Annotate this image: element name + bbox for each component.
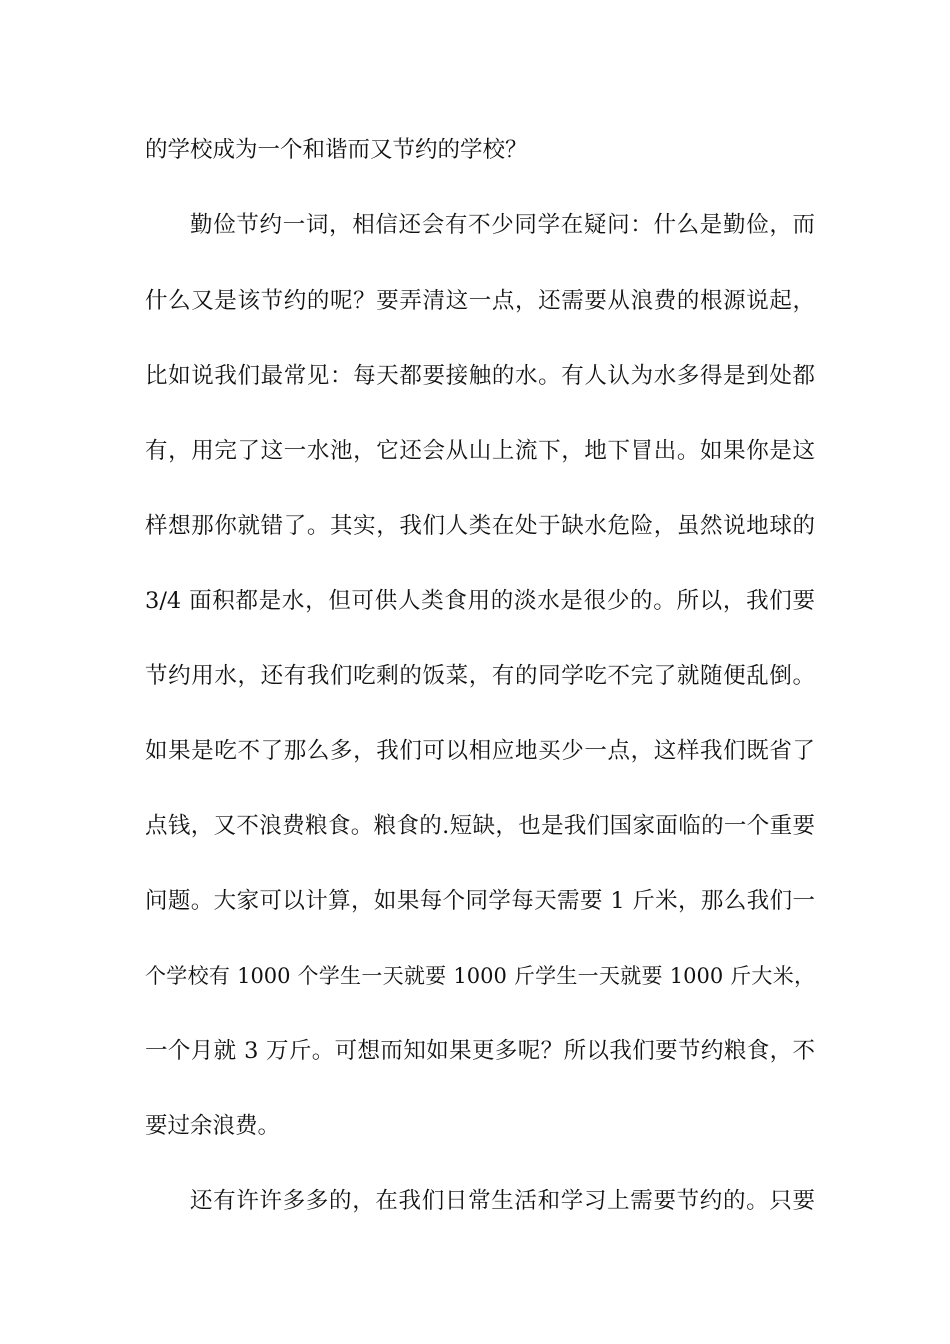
text-line-15: 还有许许多多的，在我们日常生活和学习上需要节约的。只要: [190, 1188, 815, 1214]
text-line-5: 有，用完了这一水池，它还会从山上流下，地下冒出。如果你是这: [145, 438, 815, 464]
text-line-8: 节约用水，还有我们吃剩的饭菜，有的同学吃不完了就随便乱倒。: [145, 663, 815, 689]
text-line-6: 样想那你就错了。其实，我们人类在处于缺水危险，虽然说地球的: [145, 513, 815, 539]
text-line-13: 一个月就 3 万斤。可想而知如果更多呢？所以我们要节约粮食，不: [145, 1038, 815, 1064]
text-line-1: 的学校成为一个和谐而又节约的学校？: [145, 137, 528, 163]
text-line-2: 勤俭节约一词，相信还会有不少同学在疑问：什么是勤俭，而: [190, 212, 815, 238]
text-line-7: 3/4 面积都是水，但可供人类食用的淡水是很少的。所以，我们要: [145, 588, 815, 614]
text-line-12: 个学校有 1000 个学生一天就要 1000 斤学生一天就要 1000 斤大米，: [145, 964, 815, 988]
text-line-14: 要过余浪费。: [145, 1113, 281, 1139]
text-line-3: 什么又是该节约的呢？要弄清这一点，还需要从浪费的根源说起，: [145, 288, 815, 314]
text-line-9: 如果是吃不了那么多，我们可以相应地买少一点，这样我们既省了: [145, 738, 815, 764]
text-line-4: 比如说我们最常见：每天都要接触的水。有人认为水多得是到处都: [145, 363, 815, 389]
text-line-10: 点钱，又不浪费粮食。粮食的.短缺，也是我们国家面临的一个重要: [145, 813, 815, 839]
text-line-11: 问题。大家可以计算，如果每个同学每天需要 1 斤米，那么我们一: [145, 888, 815, 914]
